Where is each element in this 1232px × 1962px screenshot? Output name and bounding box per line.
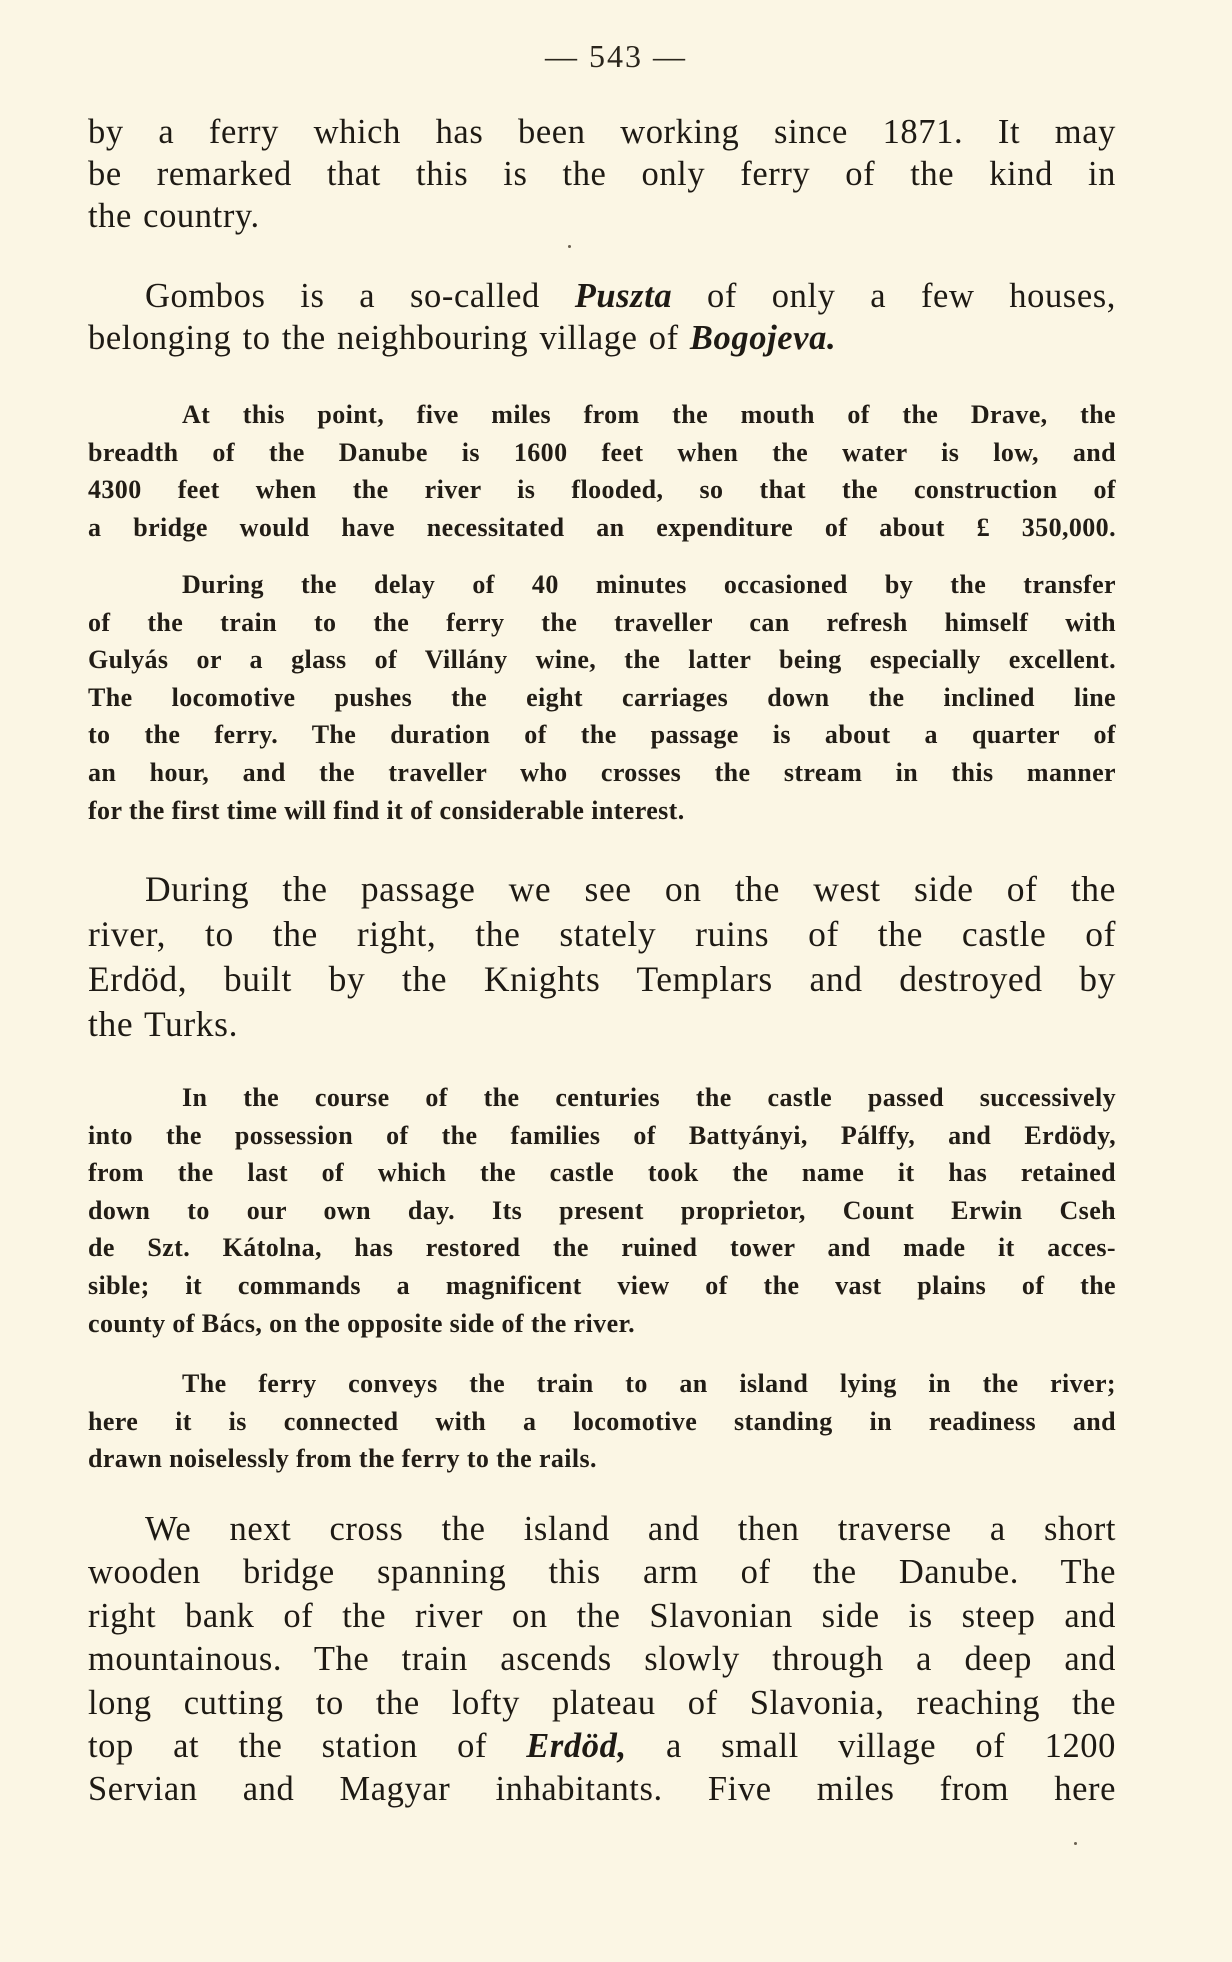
text-line: wooden bridge spanning this arm of the Danube. The [88,1553,1116,1592]
text-line: During the passage we see on the west side of the [145,869,1116,909]
text-fragment: belonging to the neighbouring village of [88,319,679,357]
paragraph-island-crossing [88,1508,1116,1812]
text-line: Erdöd, built by the Knights Templars and destroyed by [88,959,1116,999]
text-line: breadth of the Danube is 1600 feet when the water is low, and [88,437,1116,467]
text-line: mountainous. The train ascends slowly through a deep and [88,1640,1116,1679]
text-line: The ferry conveys the train to an island lying in the river; [182,1369,1116,1398]
text-line: During the delay of 40 minutes occasioned by the transfer [182,570,1116,599]
text-line: Servian and Magyar inhabitants. Five miles from here [88,1770,1116,1809]
text-line: drawn noiselessly from the ferry to the rails. [88,1444,597,1474]
text-line: right bank of the river on the Slavonian side is steep and [88,1596,1116,1635]
text-line [88,317,1116,359]
text-line: We next cross the island and then traverse a short [145,1510,1116,1548]
paragraph-gombos [88,275,1116,359]
text-line: by a ferry which has been working since 1871. It may [88,113,1116,151]
text-line: The locomotive pushes the eight carriages down the inclined line [88,682,1116,712]
text-line: here it is connected with a locomotive standing in readiness and [88,1406,1116,1436]
paper-speck [1074,1842,1077,1845]
text-line: long cutting to the lofty plateau of Slavonia, reaching the [88,1683,1116,1722]
text-line: In the course of the centuries the castle passed successively [182,1083,1116,1112]
text-line: the Turks. [88,1004,239,1044]
italic-term: Erdöd, [526,1727,627,1766]
italic-term: Bogojeva. [689,319,837,357]
paper-speck [568,245,571,248]
text-line: an hour, and the traveller who crosses the stream in this manner [88,757,1116,787]
text-line: the country. [88,197,260,235]
text-line: be remarked that this is the only ferry of the kind in [88,155,1116,193]
text-fragment: a small village of 1200 [665,1727,1116,1766]
italic-term: Puszta [574,277,673,315]
text-line: Gulyás or a glass of Villány wine, the latter being especially excellent. [88,645,1116,675]
text-line: a bridge would have necessitated an expenditure of about £ 350,000. [88,512,1116,542]
paragraph-ferry [88,111,1116,237]
text-line: county of Bács, on the opposite side of the river. [88,1308,635,1338]
text-line [88,1725,1116,1768]
paragraph-ferry-train [88,1365,1116,1478]
text-line: from the last of which the castle took the name it has retained [88,1158,1116,1188]
text-line: At this point, five miles from the mouth of the Drave, the [182,400,1116,429]
text-line [88,275,1116,317]
text-line: of the train to the ferry the traveller can refresh himself with [88,607,1116,637]
paragraph-drave-breadth [88,396,1116,546]
text-fragment: of only a few houses, [707,277,1116,315]
paragraph-castle-history [88,1079,1116,1342]
text-line: de Szt. Kátolna, has restored the ruined tower and made it acces- [88,1233,1116,1263]
paragraph-passage [88,867,1116,1047]
page-number: — 543 — [545,38,687,74]
text-line: river, to the right, the stately ruins of the castle of [88,914,1116,954]
text-line: to the ferry. The duration of the passage is about a quarter of [88,720,1116,750]
text-line: sible; it commands a magnificent view of the vast plains of the [88,1270,1116,1300]
text-line: into the possession of the families of Battyányi, Pálffy, and Erdödy, [88,1120,1116,1150]
text-line: down to our own day. Its present proprietor, Count Erwin Cseh [88,1195,1116,1225]
paragraph-delay [88,566,1116,829]
text-fragment: Gombos is a so-called [145,277,540,315]
text-fragment: top at the station of [88,1727,488,1766]
text-line: 4300 feet when the river is flooded, so that the construction of [88,475,1116,505]
text-line: for the first time will find it of considerable interest. [88,795,685,825]
